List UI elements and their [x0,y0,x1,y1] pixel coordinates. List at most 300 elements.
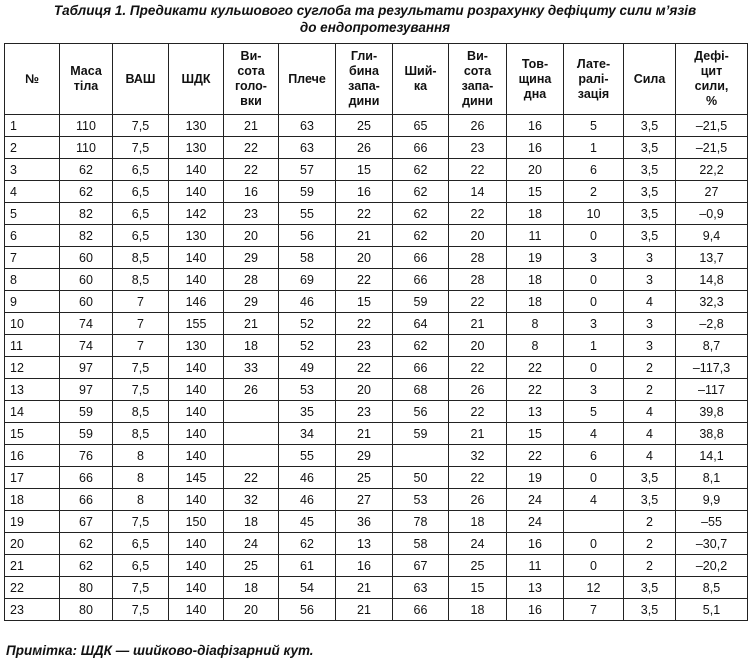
table-row [5,225,748,247]
table-cell: –117 [676,379,748,401]
table-cell: 17 [5,467,60,489]
table-cell: 130 [169,335,224,357]
table-cell: 82 [60,225,113,247]
column-header-line: зація [577,86,610,101]
table-cell: 13 [5,379,60,401]
table-cell: 16 [507,115,564,137]
table-cell: 19 [5,511,60,533]
table-cell: 56 [393,401,449,423]
table-cell: 82 [60,203,113,225]
column-header [113,44,169,115]
table-cell: 36 [336,511,393,533]
table-row [5,379,748,401]
table-cell: 11 [507,225,564,247]
table-cell: 8 [507,313,564,335]
table-cell: 16 [507,599,564,621]
table-cell: 2 [5,137,60,159]
table-cell: 140 [169,489,224,511]
column-header [5,44,60,115]
table-cell: 52 [279,335,336,357]
column-header [336,44,393,115]
table-cell: 3,5 [624,181,676,203]
table-cell: 7 [5,247,60,269]
table-cell: 24 [507,511,564,533]
table-cell: 80 [60,577,113,599]
table-cell: 29 [336,445,393,467]
table-cell: 21 [449,423,507,445]
table-cell: 110 [60,115,113,137]
table-cell: 110 [60,137,113,159]
table-cell: 61 [279,555,336,577]
table-cell: 15 [336,291,393,313]
table-cell: 28 [449,269,507,291]
column-header [624,44,676,115]
table-cell: 130 [169,137,224,159]
table-row [5,269,748,291]
table-cell: 66 [60,467,113,489]
table-cell: 18 [449,511,507,533]
table-cell: 150 [169,511,224,533]
table-cell: 3,5 [624,115,676,137]
table-cell: 22 [449,467,507,489]
table-cell: 19 [507,247,564,269]
table-cell: 16 [224,181,279,203]
table-cell: 24 [507,489,564,511]
table-cell: 14 [5,401,60,423]
table-cell: 3,5 [624,467,676,489]
table-row [5,247,748,269]
table-cell: 32,3 [676,291,748,313]
table-cell: 62 [393,203,449,225]
table-cell: 74 [60,313,113,335]
table-cell: 68 [393,379,449,401]
table-cell: 8,1 [676,467,748,489]
table-cell: 7,5 [113,115,169,137]
table-cell: 8 [507,335,564,357]
table-cell: 62 [60,555,113,577]
table-cell: 66 [393,137,449,159]
table-cell: 3,5 [624,577,676,599]
table-cell: 6 [564,159,624,181]
table-cell: 62 [393,335,449,357]
table-cell: 0 [564,467,624,489]
table-row [5,599,748,621]
table-cell: 14,8 [676,269,748,291]
table-cell: 4 [5,181,60,203]
table-cell: 4 [624,291,676,313]
column-header-line: сота [237,64,265,78]
table-cell: 7 [113,291,169,313]
table-cell: 15 [5,423,60,445]
table-cell: 28 [224,269,279,291]
column-header-line: тіла [73,79,99,93]
table-cell: 26 [336,137,393,159]
column-header [507,44,564,115]
table-cell: 59 [279,181,336,203]
table-cell: 18 [507,291,564,313]
table-cell: 3,5 [624,203,676,225]
table-cell: 62 [279,533,336,555]
table-cell: 1 [564,137,624,159]
table-cell: 140 [169,357,224,379]
table-cell: 29 [224,247,279,269]
caption-line-1: Таблиця 1. Предикати кульшового суглоба та результати розрахунку дефіциту сили м’язів [53,3,697,18]
table-cell: 0 [564,291,624,313]
table-cell: 6,5 [113,225,169,247]
table-cell: 6,5 [113,203,169,225]
table-cell: 15 [336,159,393,181]
column-header-line: цит [700,64,723,78]
table-cell: 34 [279,423,336,445]
table-cell: 14,1 [676,445,748,467]
table-row [5,401,748,423]
table-cell: 60 [60,247,113,269]
table-cell: 3,5 [624,225,676,247]
table-cell: 16 [507,137,564,159]
column-header [279,44,336,115]
table-cell: –55 [676,511,748,533]
table-cell: 35 [279,401,336,423]
table-cell: 140 [169,181,224,203]
table-cell: 22 [336,357,393,379]
table-cell: 22 [449,159,507,181]
table-cell: 38,8 [676,423,748,445]
table-cell: 1 [564,335,624,357]
table-cell: 15 [507,181,564,203]
table-cell: –117,3 [676,357,748,379]
table-cell: 3 [5,159,60,181]
table-cell: 2 [564,181,624,203]
table-cell: 3 [564,247,624,269]
data-table [4,43,748,621]
table-cell: 21 [5,555,60,577]
table-row [5,511,748,533]
table-row [5,181,748,203]
table-cell [393,445,449,467]
table-cell: 0 [564,357,624,379]
table-cell: 3,5 [624,159,676,181]
table-cell: 4 [564,489,624,511]
table-cell: 15 [507,423,564,445]
table-cell: 20 [224,599,279,621]
column-header-line: Ший- [404,64,437,78]
table-cell: 78 [393,511,449,533]
caption-line-2: до ендопротезування [299,20,451,35]
table-cell: 8 [113,467,169,489]
table-cell: 62 [60,181,113,203]
table-cell: 60 [60,269,113,291]
table-cell: 7,5 [113,357,169,379]
table-cell: 63 [279,137,336,159]
table-cell: 26 [224,379,279,401]
table-cell: 12 [564,577,624,599]
table-cell: 66 [393,247,449,269]
table-cell: 20 [449,225,507,247]
table-cell: 21 [224,115,279,137]
table-cell [224,401,279,423]
table-cell: –21,5 [676,137,748,159]
column-header-line: Ви- [467,49,488,63]
table-cell: 6,5 [113,533,169,555]
table-cell: –20,2 [676,555,748,577]
table-cell: 5,1 [676,599,748,621]
table-cell: 4 [624,423,676,445]
table-cell: 6,5 [113,555,169,577]
table-row [5,313,748,335]
table-cell: 46 [279,467,336,489]
column-header-line: запа- [348,79,380,93]
table-row [5,467,748,489]
table-cell: 145 [169,467,224,489]
table-cell: 140 [169,445,224,467]
table-cell: 0 [564,533,624,555]
table-cell: 146 [169,291,224,313]
table-cell: 32 [224,489,279,511]
table-cell: 58 [279,247,336,269]
table-cell: 80 [60,599,113,621]
column-header [224,44,279,115]
table-cell: 22 [336,313,393,335]
table-cell: 5 [564,401,624,423]
table-cell: 66 [393,357,449,379]
table-cell: 53 [393,489,449,511]
column-header-line: № [25,71,39,86]
table-cell: 3 [624,247,676,269]
table-row [5,533,748,555]
column-header-line: ВАШ [125,71,156,86]
table-cell: 2 [624,511,676,533]
table-cell: 18 [449,599,507,621]
table-cell: 62 [393,225,449,247]
table-cell: 6,5 [113,159,169,181]
table-cell: 6,5 [113,181,169,203]
table-cell: 62 [60,533,113,555]
column-header [676,44,748,115]
table-cell: 65 [393,115,449,137]
table-cell: 13 [507,577,564,599]
table-cell: 7,5 [113,599,169,621]
column-header-line: дини [348,94,380,108]
table-cell: –21,5 [676,115,748,137]
column-header-line: ралі- [578,71,609,86]
table-cell: 3 [564,379,624,401]
table-cell: 20 [336,379,393,401]
column-header-line: щина [518,71,552,86]
table-cell: 97 [60,379,113,401]
table-cell: 13 [507,401,564,423]
table-cell: 52 [279,313,336,335]
table-cell: 24 [224,533,279,555]
table-cell: 22 [224,467,279,489]
table-cell: 55 [279,203,336,225]
table-cell: 46 [279,291,336,313]
table-cell: 59 [393,291,449,313]
column-header [60,44,113,115]
table-cell: 62 [60,159,113,181]
table-cell: 27 [676,181,748,203]
table-cell: 23 [336,401,393,423]
table-cell: 46 [279,489,336,511]
column-header-line: Тов- [521,56,549,71]
column-header-line: Плече [288,71,326,86]
table-cell: 8,5 [676,577,748,599]
table-cell: 0 [564,225,624,247]
table-cell: 13 [336,533,393,555]
table-cell: 8 [5,269,60,291]
column-header-line: Дефі- [694,49,729,63]
table-cell: 25 [224,555,279,577]
table-cell: 13,7 [676,247,748,269]
table-cell: 130 [169,225,224,247]
table-cell: 10 [5,313,60,335]
table-cell: 27 [336,489,393,511]
table-cell: 22 [224,137,279,159]
table-cell: 140 [169,269,224,291]
table-cell: 67 [60,511,113,533]
table-cell: 6 [5,225,60,247]
column-header-line: Маса [70,64,102,78]
table-cell: 22 [507,357,564,379]
table-row [5,445,748,467]
table-cell: 2 [624,533,676,555]
table-cell: 7 [564,599,624,621]
column-header [393,44,449,115]
table-cell: 140 [169,159,224,181]
table-cell: 10 [564,203,624,225]
column-header-line: дини [462,94,493,108]
table-cell: 66 [393,599,449,621]
table-cell: 20 [507,159,564,181]
table-cell: 59 [60,401,113,423]
table-cell: 3 [624,313,676,335]
table-cell: 24 [449,533,507,555]
table-cell: 140 [169,379,224,401]
table-cell: 49 [279,357,336,379]
table-cell: 9,4 [676,225,748,247]
table-cell: 2 [624,357,676,379]
table-row [5,291,748,313]
table-cell: 15 [449,577,507,599]
table-cell: 57 [279,159,336,181]
column-header-line: % [705,94,718,108]
table-cell: 18 [5,489,60,511]
table-cell: 22 [449,291,507,313]
table-cell: 7 [113,335,169,357]
table-cell: 63 [393,577,449,599]
table-cell: 21 [336,423,393,445]
table-cell: 12 [5,357,60,379]
table-cell: 140 [169,401,224,423]
table-cell: 7 [113,313,169,335]
column-header-line: голо- [235,79,267,93]
table-cell: 18 [224,511,279,533]
column-header-line: Гли- [350,49,378,63]
table-row [5,555,748,577]
table-cell: 29 [224,291,279,313]
table-cell: 3,5 [624,599,676,621]
table-cell: 67 [393,555,449,577]
table-cell: 140 [169,533,224,555]
table-cell: 6 [564,445,624,467]
table-cell: 21 [336,225,393,247]
table-cell: 8,5 [113,247,169,269]
table-cell: 11 [507,555,564,577]
table-cell: 18 [507,269,564,291]
table-cell: 62 [393,181,449,203]
table-cell: 5 [564,115,624,137]
table-row [5,203,748,225]
table-cell: 2 [624,555,676,577]
table-cell [224,423,279,445]
table-cell: 22 [5,577,60,599]
column-header-line: ка [413,79,428,93]
table-cell: 3 [624,335,676,357]
table-cell: 140 [169,599,224,621]
table-cell: 7,5 [113,137,169,159]
table-cell: 23 [5,599,60,621]
table-cell: 97 [60,357,113,379]
table-cell: 7,5 [113,379,169,401]
table-cell: 26 [449,115,507,137]
table-cell: 4 [624,401,676,423]
table-cell: 3,5 [624,137,676,159]
table-cell: 28 [449,247,507,269]
table-cell: 21 [336,599,393,621]
table-cell: 56 [279,225,336,247]
table-cell: 140 [169,555,224,577]
table-cell: 7,5 [113,577,169,599]
table-cell: 62 [393,159,449,181]
table-cell: 18 [224,577,279,599]
table-cell: 22 [336,269,393,291]
table-cell: 9,9 [676,489,748,511]
table-cell: 45 [279,511,336,533]
table-cell: 22 [507,379,564,401]
table-cell: 56 [279,599,336,621]
table-cell [224,445,279,467]
table-row [5,489,748,511]
table-cell: 25 [336,115,393,137]
column-header-line: Ви- [240,49,262,63]
table-cell: 8,7 [676,335,748,357]
table-cell: 7,5 [113,511,169,533]
table-cell: 32 [449,445,507,467]
column-header [449,44,507,115]
table-cell: 5 [5,203,60,225]
table-cell: 66 [393,269,449,291]
table-cell: 33 [224,357,279,379]
table-cell: 26 [449,489,507,511]
table-row [5,115,748,137]
table-cell: 23 [336,335,393,357]
table-row [5,159,748,181]
column-header [169,44,224,115]
column-header [564,44,624,115]
table-cell: 130 [169,115,224,137]
table-cell: 21 [224,313,279,335]
table-cell: 63 [279,115,336,137]
table-cell: –30,7 [676,533,748,555]
table-cell: 22 [449,357,507,379]
table-cell: 16 [507,533,564,555]
table-note: Примітка: ШДК — шийково-діафізарний кут. [6,643,314,658]
table-cell: 2 [624,379,676,401]
table-cell: 22 [336,203,393,225]
table-row [5,335,748,357]
table-cell: 21 [336,577,393,599]
table-cell: 8,5 [113,423,169,445]
column-header-line: Сила [633,71,666,86]
